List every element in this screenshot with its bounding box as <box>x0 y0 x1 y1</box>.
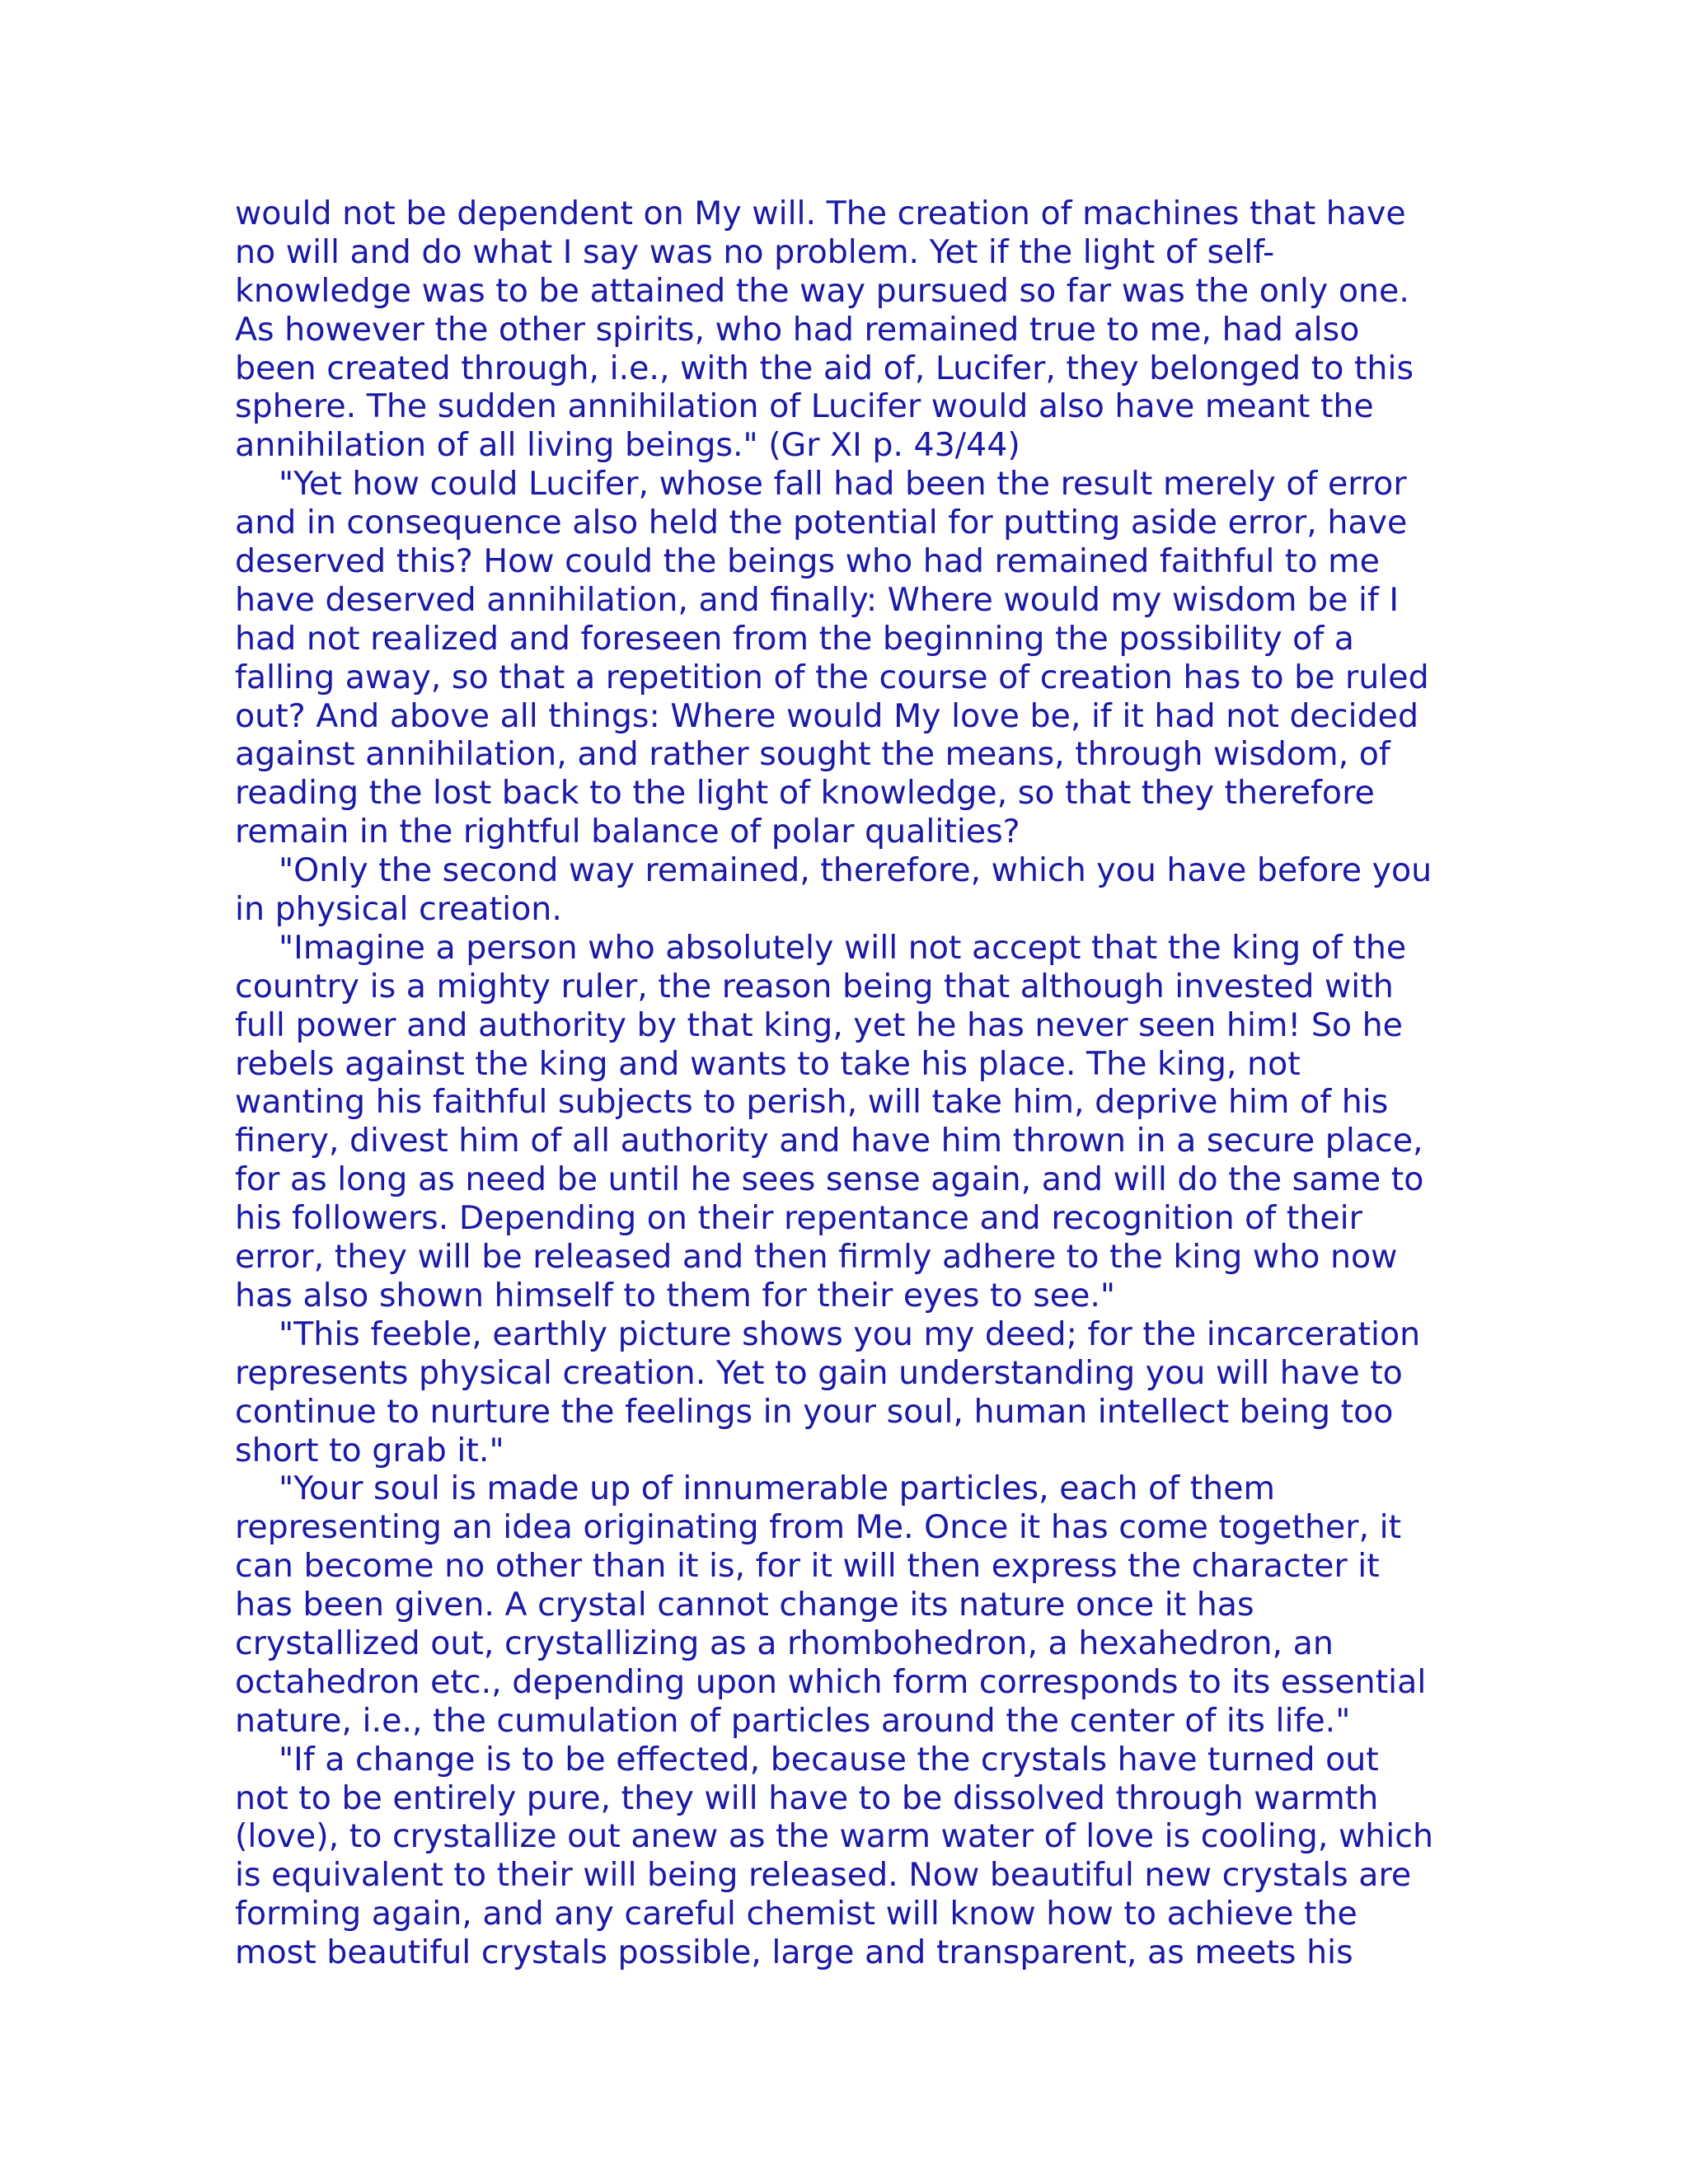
text-line: been created through, i.e., with the aid of, Lucifer, they belonged to this <box>235 349 1414 387</box>
text-line: octahedron etc., depending upon which form corresponds to its essential <box>235 1662 1427 1701</box>
paragraph-first-line: "Yet how could Lucifer, whose fall had been the result merely of error <box>279 465 1407 504</box>
text-line: annihilation of all living beings." (Gr XI p. 43/44) <box>235 426 1020 465</box>
text-line: have deserved annihilation, and finally: Where would my wisdom be if I <box>235 580 1400 619</box>
text-line: would not be dependent on My will. The creation of machines that have <box>235 194 1406 232</box>
text-line: has also shown himself to them for their eyes to see." <box>235 1276 1116 1315</box>
text-line: crystallized out, crystallizing as a rhombohedron, a hexahedron, an <box>235 1624 1334 1662</box>
text-line: knowledge was to be attained the way pursued so far was the only one. <box>235 271 1409 310</box>
text-line: out? And above all things: Where would My love be, if it had not decided <box>235 696 1419 735</box>
text-line: (love), to crystallize out anew as the warm water of love is cooling, which <box>235 1817 1434 1856</box>
text-line: most beautiful crystals possible, large and transparent, as meets his <box>235 1933 1353 1972</box>
paragraph-first-line: "Only the second way remained, therefore, which you have before you <box>279 851 1432 890</box>
paragraph-first-line: "Your soul is made up of innumerable particles, each of them <box>279 1469 1275 1508</box>
text-line: had not realized and foreseen from the beginning the possibility of a <box>235 619 1354 658</box>
text-line: wanting his faithful subjects to perish, will take him, deprive him of his <box>235 1083 1389 1122</box>
text-line: and in consequence also held the potential for putting aside error, have <box>235 504 1408 542</box>
text-line: rebels against the king and wants to take his place. The king, not <box>235 1044 1301 1083</box>
text-line: is equivalent to their will being released. Now beautiful new crystals are <box>235 1856 1412 1895</box>
text-line: has been given. A crystal cannot change its nature once it has <box>235 1586 1254 1624</box>
text-line: reading the lost back to the light of knowledge, so that they therefore <box>235 774 1375 813</box>
text-line: finery, divest him of all authority and have him thrown in a secure place, <box>235 1122 1423 1160</box>
text-line: in physical creation. <box>235 890 562 929</box>
text-line: for as long as need be until he sees sense again, and will do the same to <box>235 1160 1424 1199</box>
text-line: deserved this? How could the beings who had remained faithful to me <box>235 542 1380 581</box>
text-line: against annihilation, and rather sought the means, through wisdom, of <box>235 735 1390 774</box>
text-line: falling away, so that a repetition of the course of creation has to be ruled <box>235 658 1429 696</box>
text-line: forming again, and any careful chemist will know how to achieve the <box>235 1895 1357 1933</box>
text-line: As however the other spirits, who had remained true to me, had also <box>235 310 1360 349</box>
text-line: can become no other than it is, for it will then express the character it <box>235 1547 1380 1586</box>
text-line: error, they will be released and then firmly adhere to the king who now <box>235 1238 1398 1277</box>
text-line: continue to nurture the feelings in your soul, human intellect being too <box>235 1392 1394 1431</box>
text-line: country is a mighty ruler, the reason being that although invested with <box>235 967 1394 1005</box>
paragraph-first-line: "This feeble, earthly picture shows you my deed; for the incarceration <box>279 1315 1421 1353</box>
text-line: no will and do what I say was no problem. Yet if the light of self- <box>235 232 1275 271</box>
paragraph-first-line: "Imagine a person who absolutely will not accept that the king of the <box>279 928 1407 967</box>
text-line: short to grab it." <box>235 1431 504 1469</box>
text-line: nature, i.e., the cumulation of particles around the center of its life." <box>235 1701 1351 1740</box>
text-line: representing an idea originating from Me. Once it has come together, it <box>235 1508 1402 1547</box>
text-line: remain in the rightful balance of polar qualities? <box>235 813 1020 851</box>
text-line: represents physical creation. Yet to gain understanding you will have to <box>235 1353 1403 1392</box>
paragraph-first-line: "If a change is to be effected, because the crystals have turned out <box>279 1740 1379 1779</box>
text-line: sphere. The sudden annihilation of Lucifer would also have meant the <box>235 387 1374 426</box>
text-line: not to be entirely pure, they will have to be dissolved through warmth <box>235 1779 1379 1817</box>
text-line: full power and authority by that king, yet he has never seen him! So he <box>235 1005 1403 1044</box>
text-line: his followers. Depending on their repentance and recognition of their <box>235 1199 1362 1238</box>
body-text <box>235 194 1471 1972</box>
